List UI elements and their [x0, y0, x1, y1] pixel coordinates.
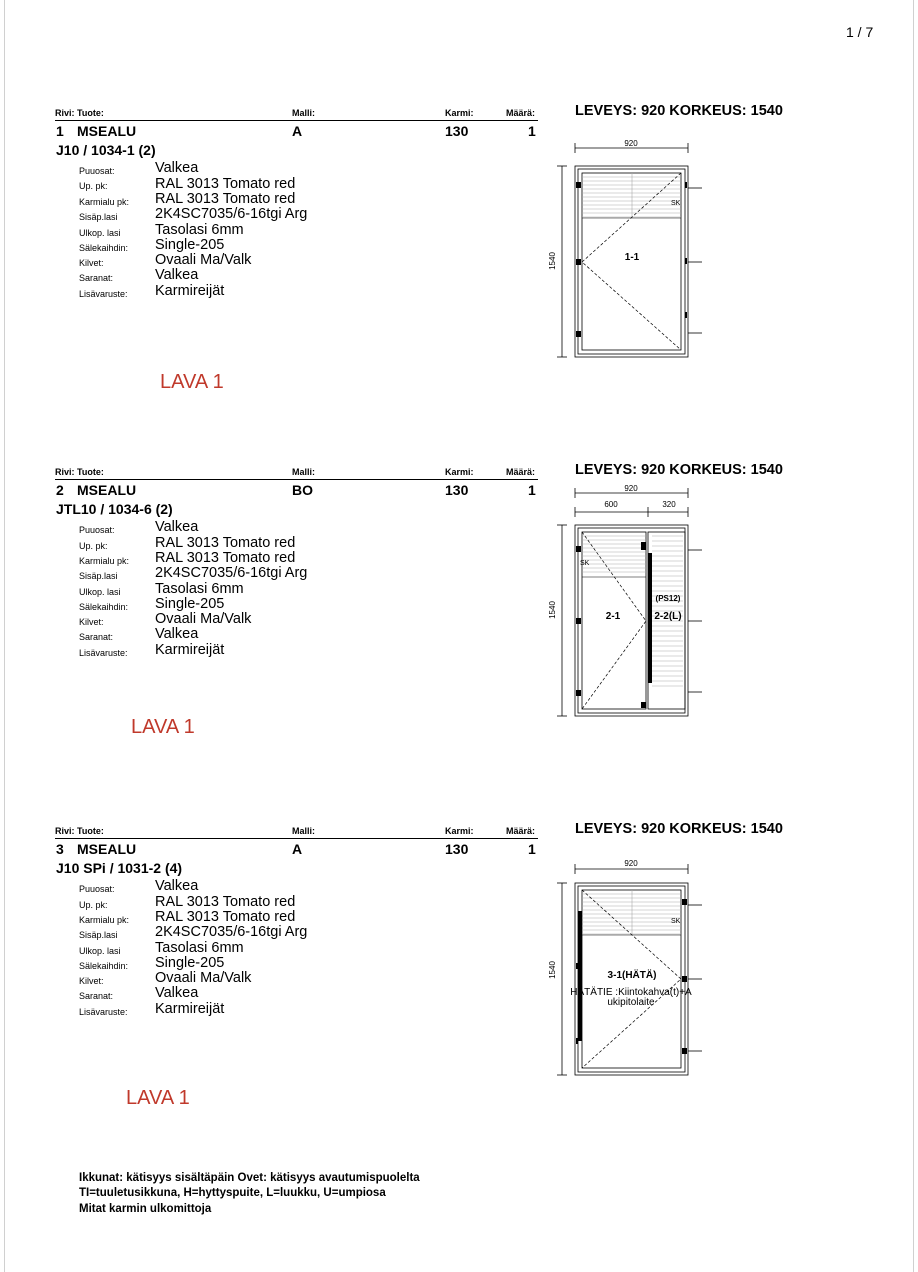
product-name: MSEALU: [77, 841, 137, 857]
qty-value: 1: [528, 841, 536, 857]
header-model: Malli:: [292, 467, 316, 477]
footer-line-abbreviations: TI=tuuletusikkuna, H=hyttyspuite, L=luukku, U=umpiosa: [79, 1187, 386, 1199]
dimensions-title: LEVEYS: 920 KORKEUS: 1540: [575, 462, 783, 478]
prop-label: Sisäp.lasi: [79, 930, 118, 940]
prop-value: RAL 3013 Tomato red: [155, 176, 296, 192]
model-value: A: [292, 123, 303, 139]
blind-label: SK: [671, 918, 681, 925]
prop-value: Valkea: [155, 878, 199, 894]
prop-value: RAL 3013 Tomato red: [155, 909, 296, 925]
window-drawing: [540, 480, 710, 725]
header-row: Rivi:: [55, 108, 75, 118]
prop-value: Valkea: [155, 160, 199, 176]
page-edge-left: [4, 0, 5, 1272]
header-qty: Määrä:: [506, 108, 536, 118]
sash-label: 1-1: [624, 252, 640, 263]
height-label: 1540: [548, 601, 557, 619]
dimensions-title: LEVEYS: 920 KORKEUS: 1540: [575, 821, 783, 837]
ps-label: (PS12): [655, 594, 681, 603]
row-number: 1: [56, 123, 64, 139]
header-model: Malli:: [292, 826, 316, 836]
prop-label: Karmialu pk:: [79, 915, 130, 925]
prop-value: Karmireijät: [155, 283, 225, 299]
prop-value: RAL 3013 Tomato red: [155, 535, 296, 551]
header-frame: Karmi:: [445, 467, 474, 477]
prop-label: Saranat:: [79, 273, 114, 283]
prop-label: Lisävaruste:: [79, 289, 128, 299]
header-product: Tuote:: [77, 108, 104, 118]
header-row: Rivi:: [55, 826, 75, 836]
prop-value: 2K4SC7035/6-16tgi Arg: [155, 565, 308, 581]
prop-value: RAL 3013 Tomato red: [155, 550, 296, 566]
prop-label: Karmialu pk:: [79, 556, 130, 566]
width-label: 920: [624, 139, 638, 148]
prop-label: Saranat:: [79, 632, 114, 642]
page-number: 1 / 7: [846, 24, 874, 40]
prop-label: Sälekaihdin:: [79, 243, 129, 253]
product-name: MSEALU: [77, 123, 137, 139]
row-number: 2: [56, 482, 64, 498]
prop-value: RAL 3013 Tomato red: [155, 894, 296, 910]
prop-value: Tasolasi 6mm: [155, 222, 244, 238]
left-width-label: 600: [604, 500, 618, 509]
header-product: Tuote:: [77, 467, 104, 477]
header-model: Malli:: [292, 108, 316, 118]
prop-label: Puuosat:: [79, 525, 115, 535]
dimensions-title: LEVEYS: 920 KORKEUS: 1540: [575, 103, 783, 119]
prop-label: Sisäp.lasi: [79, 571, 118, 581]
footer-line-dimensions: Mitat karmin ulkomittoja: [79, 1203, 212, 1215]
prop-value: Tasolasi 6mm: [155, 940, 244, 956]
prop-label: Karmialu pk:: [79, 197, 130, 207]
prop-label: Saranat:: [79, 991, 114, 1001]
prop-label: Sälekaihdin:: [79, 602, 129, 612]
window-drawing: [540, 136, 710, 366]
handle-bar: [648, 553, 652, 683]
pallet-label: LAVA 1: [131, 716, 195, 738]
model-value: BO: [292, 482, 313, 498]
row-number: 3: [56, 841, 64, 857]
blind-label: SK: [671, 200, 681, 207]
product-code: J10 / 1034-1 (2): [56, 142, 156, 158]
product-code: JTL10 / 1034-6 (2): [56, 501, 173, 517]
prop-value: Karmireijät: [155, 1001, 225, 1017]
handle-bar: [578, 911, 582, 1041]
blind-slats: [582, 890, 681, 935]
product-code: J10 SPi / 1031-2 (4): [56, 860, 183, 876]
prop-value: Single-205: [155, 237, 225, 253]
prop-value: 2K4SC7035/6-16tgi Arg: [155, 206, 308, 222]
page-edge-right: [913, 0, 914, 1272]
prop-value: Karmireijät: [155, 642, 225, 658]
prop-label: Up. pk:: [79, 900, 108, 910]
blind-label: SK: [580, 560, 590, 567]
width-label: 920: [624, 859, 638, 868]
prop-label: Lisävaruste:: [79, 1007, 128, 1017]
qty-value: 1: [528, 123, 536, 139]
prop-value: Valkea: [155, 519, 199, 535]
header-qty: Määrä:: [506, 826, 536, 836]
qty-value: 1: [528, 482, 536, 498]
emergency-note-line2: ukipitolaite: [607, 997, 655, 1008]
header-frame: Karmi:: [445, 826, 474, 836]
pallet-label: LAVA 1: [126, 1087, 190, 1109]
height-label: 1540: [548, 961, 557, 979]
pallet-label: LAVA 1: [160, 371, 224, 393]
sash-label: 3-1(HÄTÄ): [607, 970, 657, 981]
prop-value: Single-205: [155, 955, 225, 971]
prop-value: Valkea: [155, 267, 199, 283]
prop-label: Up. pk:: [79, 541, 108, 551]
prop-value: Tasolasi 6mm: [155, 581, 244, 597]
prop-label: Ulkop. lasi: [79, 228, 121, 238]
frame-value: 130: [445, 841, 469, 857]
prop-label: Ulkop. lasi: [79, 946, 121, 956]
prop-value: 2K4SC7035/6-16tgi Arg: [155, 924, 308, 940]
height-label: 1540: [548, 252, 557, 270]
frame-value: 130: [445, 482, 469, 498]
prop-value: Ovaali Ma/Valk: [155, 252, 252, 268]
prop-label: Kilvet:: [79, 258, 104, 268]
header-rule: [55, 120, 538, 121]
prop-value: RAL 3013 Tomato red: [155, 191, 296, 207]
right-width-label: 320: [662, 500, 676, 509]
window-drawing: [540, 853, 715, 1083]
blind-slats: [582, 173, 681, 218]
header-row: Rivi:: [55, 467, 75, 477]
header-rule: [55, 479, 538, 480]
prop-value: Valkea: [155, 626, 199, 642]
prop-value: Single-205: [155, 596, 225, 612]
model-value: A: [292, 841, 303, 857]
prop-value: Valkea: [155, 985, 199, 1001]
prop-label: Sisäp.lasi: [79, 212, 118, 222]
prop-label: Lisävaruste:: [79, 648, 128, 658]
prop-label: Kilvet:: [79, 617, 104, 627]
width-label: 920: [624, 484, 638, 493]
prop-label: Kilvet:: [79, 976, 104, 986]
emergency-note-line1: HÄTÄTIE :Kiintokahva(t)+A: [570, 987, 692, 998]
footer-line-handedness: Ikkunat: kätisyys sisältäpäin Ovet: kätisyys avautumispuolelta: [79, 1172, 420, 1184]
prop-label: Puuosat:: [79, 166, 115, 176]
header-frame: Karmi:: [445, 108, 474, 118]
prop-label: Ulkop. lasi: [79, 587, 121, 597]
prop-label: Puuosat:: [79, 884, 115, 894]
product-name: MSEALU: [77, 482, 137, 498]
prop-label: Sälekaihdin:: [79, 961, 129, 971]
header-product: Tuote:: [77, 826, 104, 836]
prop-value: Ovaali Ma/Valk: [155, 970, 252, 986]
header-qty: Määrä:: [506, 467, 536, 477]
frame-value: 130: [445, 123, 469, 139]
sash2-label: 2-2(L): [654, 611, 682, 622]
sash-label: 2-1: [605, 611, 621, 622]
header-rule: [55, 838, 538, 839]
prop-label: Up. pk:: [79, 181, 108, 191]
prop-value: Ovaali Ma/Valk: [155, 611, 252, 627]
